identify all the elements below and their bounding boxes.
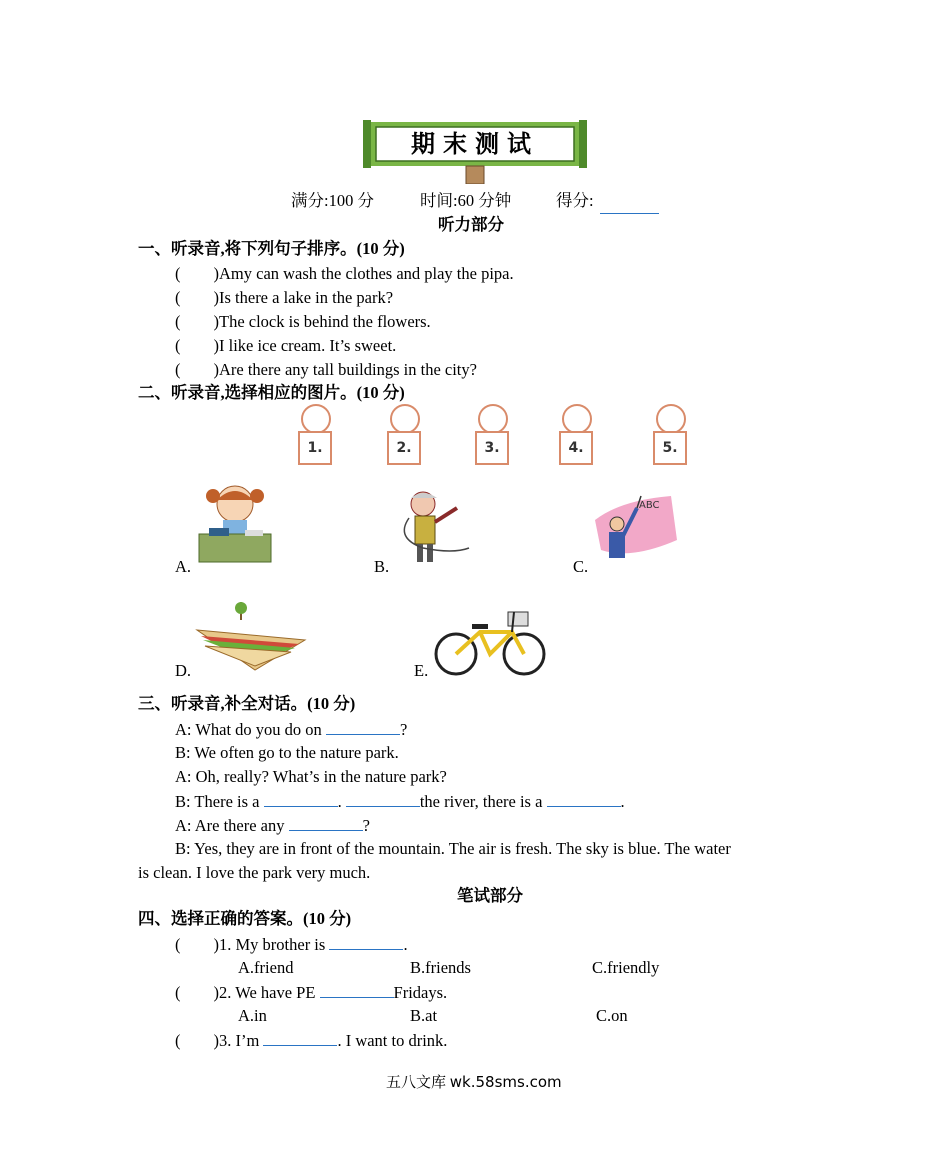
question-3: ( )3. I’m . I want to drink. xyxy=(175,1031,448,1050)
title-banner xyxy=(362,118,588,184)
full-score: 满分:100 分 xyxy=(291,191,374,210)
q1-option-b[interactable]: B.friends xyxy=(410,958,471,977)
old-man-singing-picture xyxy=(393,488,473,566)
section1-title: 一、听录音,将下列句子排序。(10 分) xyxy=(138,239,405,258)
time-limit: 时间:60 分钟 xyxy=(420,191,512,210)
section1-item: ( )Are there any tall buildings in the city? xyxy=(175,360,477,379)
dialogue-line-1: A: What do you do on ? xyxy=(175,720,408,739)
score-label: 得分: xyxy=(556,191,594,210)
answer-blank[interactable] xyxy=(329,933,403,950)
q1-option-a[interactable]: A.friend xyxy=(238,958,294,977)
q2-option-a[interactable]: A.in xyxy=(238,1006,267,1025)
listening-title: 听力部分 xyxy=(438,215,504,234)
dialogue-line-3: A: Oh, really? What’s in the nature park? xyxy=(175,767,447,786)
q2-option-c[interactable]: C.on xyxy=(596,1006,628,1025)
dialogue-line-4: B: There is a . the river, there is a . xyxy=(175,792,625,811)
answer-blank[interactable] xyxy=(346,790,420,807)
option-label: C. xyxy=(573,557,589,576)
number-box: 2. xyxy=(387,431,421,465)
svg-text:ABC: ABC xyxy=(639,500,660,511)
section1-item: ( )Amy can wash the clothes and play the pipa. xyxy=(175,264,514,283)
option-label: A. xyxy=(175,557,192,576)
number-box: 1. xyxy=(298,431,332,465)
girl-at-desk-picture xyxy=(195,482,277,566)
answer-blank[interactable] xyxy=(264,790,338,807)
dialogue-line-6: B: Yes, they are in front of the mountain. The air is fresh. The sky is blue. The water xyxy=(175,839,731,858)
answer-circle[interactable] xyxy=(656,404,686,434)
answer-circle[interactable] xyxy=(562,404,592,434)
answer-circle[interactable] xyxy=(390,404,420,434)
answer-blank[interactable] xyxy=(289,814,363,831)
question-1: ( )1. My brother is . xyxy=(175,935,408,954)
number-box: 3. xyxy=(475,431,509,465)
sandwich-picture xyxy=(195,600,307,674)
number-box: 4. xyxy=(559,431,593,465)
number-box: 5. xyxy=(653,431,687,465)
question-2: ( )2. We have PE Fridays. xyxy=(175,983,448,1002)
section1-item: ( )Is there a lake in the park? xyxy=(175,288,394,307)
answer-blank[interactable] xyxy=(263,1029,337,1046)
written-title: 笔试部分 xyxy=(457,886,523,905)
score-blank[interactable] xyxy=(600,197,659,214)
section3-title: 三、听录音,补全对话。(10 分) xyxy=(138,694,356,713)
answer-blank[interactable] xyxy=(547,790,621,807)
q1-option-c[interactable]: C.friendly xyxy=(592,958,660,977)
answer-circle[interactable] xyxy=(301,404,331,434)
bicycle-picture xyxy=(432,602,548,678)
option-label: D. xyxy=(175,661,192,680)
banner-title: 期末测试 xyxy=(411,130,539,158)
footer-watermark: 五八文库 wk.58sms.com xyxy=(386,1073,562,1091)
section1-item: ( )The clock is behind the flowers. xyxy=(175,312,431,331)
answer-blank[interactable] xyxy=(326,718,400,735)
answer-blank[interactable] xyxy=(320,981,394,998)
dialogue-line-7: is clean. I love the park very much. xyxy=(138,863,371,882)
section2-title: 二、听录音,选择相应的图片。(10 分) xyxy=(138,383,405,402)
answer-circle[interactable] xyxy=(478,404,508,434)
option-label: E. xyxy=(414,661,429,680)
dialogue-line-5: A: Are there any ? xyxy=(175,816,370,835)
dialogue-line-2: B: We often go to the nature park. xyxy=(175,743,399,762)
q2-option-b[interactable]: B.at xyxy=(410,1006,438,1025)
teacher-abc-picture xyxy=(591,490,681,566)
section1-item: ( )I like ice cream. It’s sweet. xyxy=(175,336,397,355)
option-label: B. xyxy=(374,557,390,576)
section4-title: 四、选择正确的答案。(10 分) xyxy=(138,909,352,928)
footer-url[interactable]: wk.58sms.com xyxy=(449,1073,562,1091)
